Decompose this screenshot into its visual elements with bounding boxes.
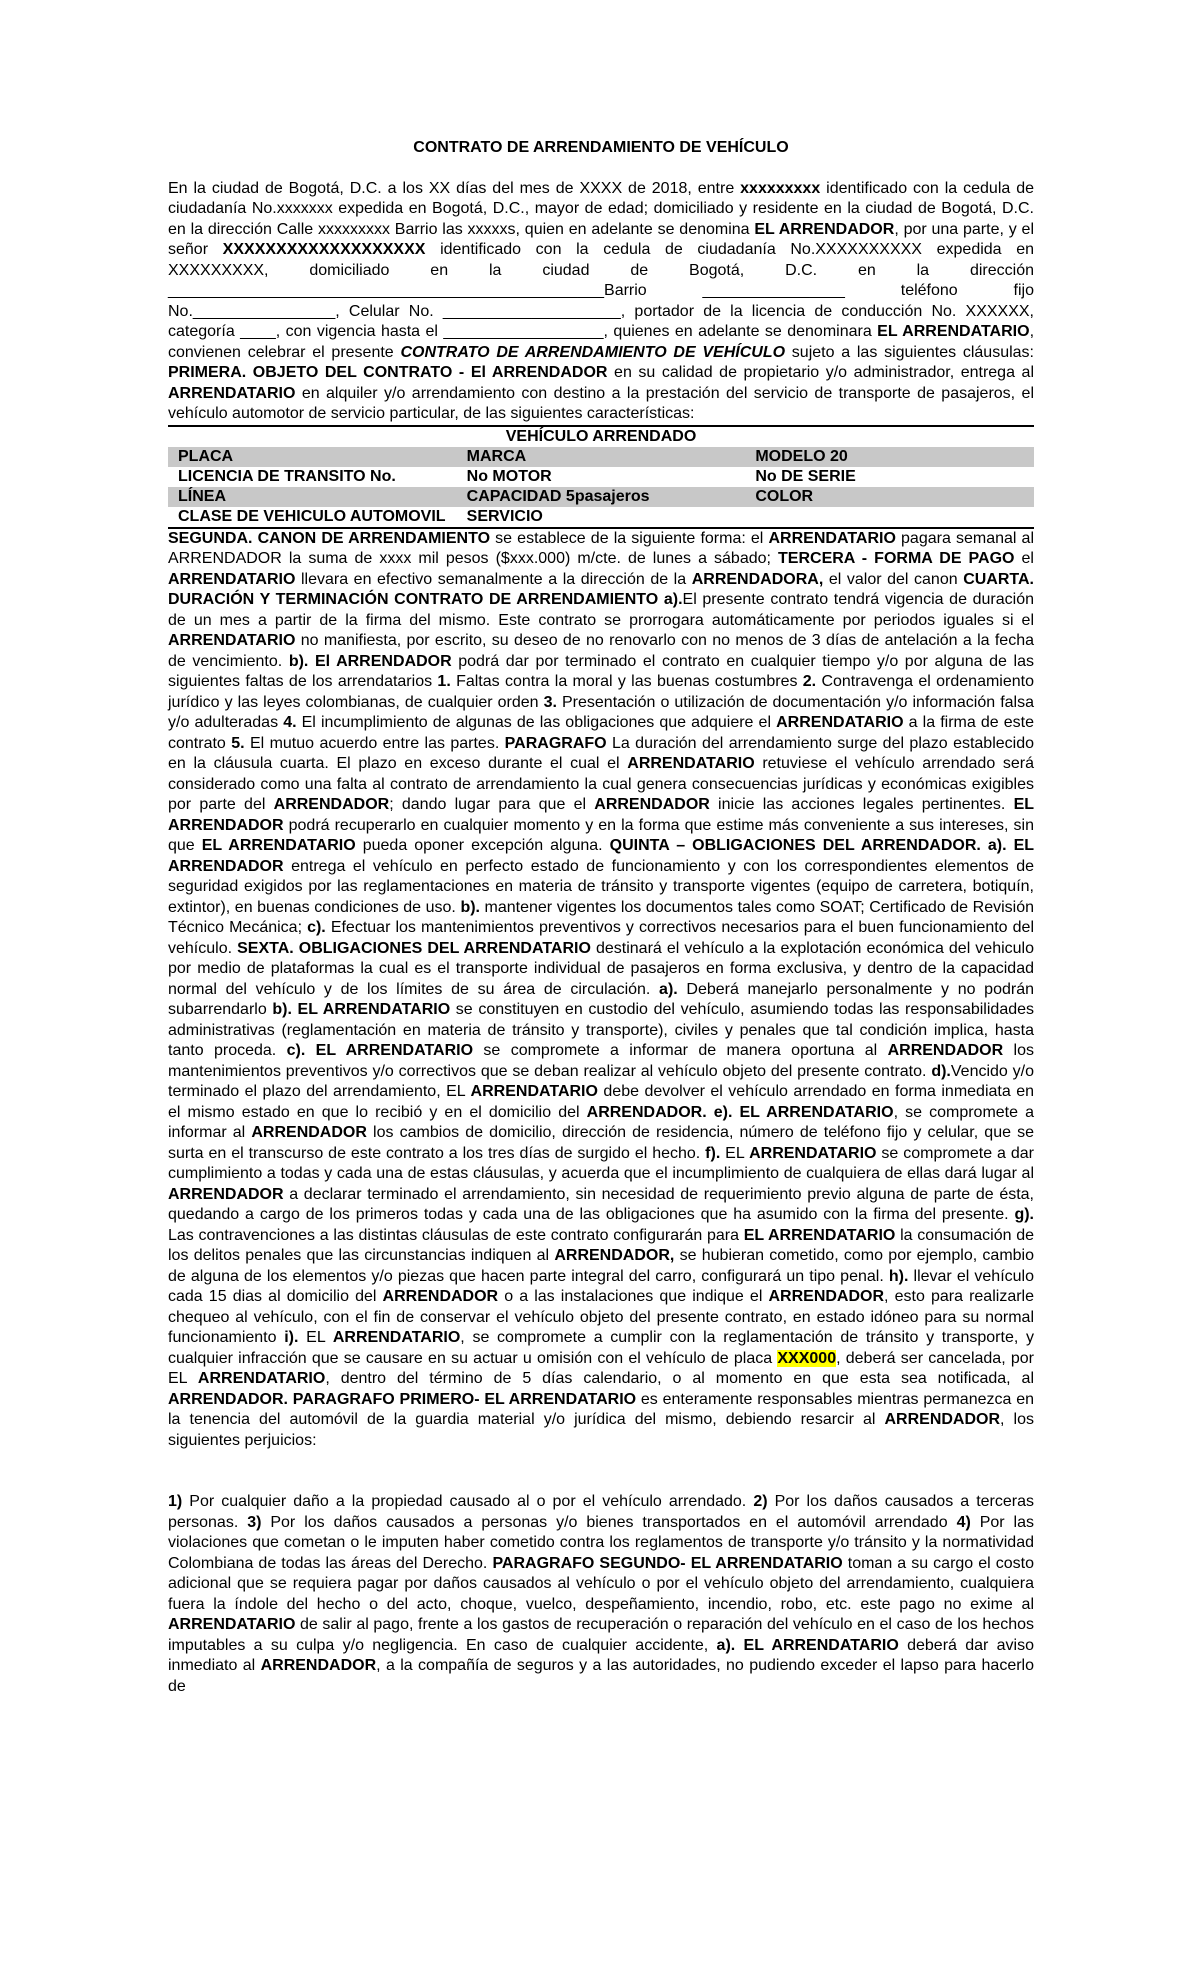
text-run: EL [720,1144,750,1162]
text-run: a declarar terminado el arrendamiento, sin necesidad de requerimiento previo alguna de parte de ésta, quedando a cargo de los primeros todas y cada una de las obligaciones que ha asumido con la firma del presente. [168,1185,1034,1223]
text-run: ARRENDATARIO [768,529,896,547]
text-run: EL ARRENDATARIO [877,323,1030,340]
text-run: SEGUNDA. CANON DE ARRENDAMIENTO [168,529,491,547]
text-run: Por los daños causados a terceras personas. [168,1493,1034,1531]
highlighted-plate: XXX000 [777,1349,837,1367]
text-run: a). EL ARRENDATARIO [716,1636,899,1654]
text-run: , los siguientes perjuicios: [168,1411,1034,1449]
text-run: ARRENDATARIO [168,384,296,402]
text-run: pagara semanal al ARRENDADOR la suma de xxxx mil pesos ($xxx.000) m/cte. de lunes a sábado; [168,529,1035,567]
text-run: ARRENDADOR, [554,1247,675,1264]
text-run: se hubieran cometido, como por ejemplo, cambio de alguna de los elementos y/o piezas que hacen parte integral del carro, configurará un tipo penal. [168,1247,1034,1285]
text-run: es enteramente responsables mientras permanezca en la tenencia del automóvil de la guardia material y/o jurídica del mismo, debiendo resarcir al [168,1390,1034,1428]
text-run: Contravenga el ordenamiento jurídico y las leyes colombianas, de cualquier orden [168,673,1034,711]
text-run: ARRENDATARIO [776,714,904,731]
text-run: b). EL ARRENDATARIO [272,1001,451,1018]
text-run: , deberá ser cancelada, por EL [168,1349,1034,1387]
text-run: se compromete a informar de manera oportuna al [473,1042,888,1059]
table-row [168,487,1034,507]
table-cell: MARCA [457,447,746,467]
text-run: 1. [437,673,451,690]
text-run: Por las violaciones que cometan o le imputen haber cometido contra los reglamentos de transporte y/o tránsito y la normatividad Colombiana de todas las áreas del Derecho. [168,1513,1035,1572]
text-run: PRIMERA. OBJETO DEL CONTRATO - El ARRENDADOR [168,364,608,381]
text-run: ARRENDATARIO [470,1083,598,1100]
paragraph-damages [168,1492,1034,1697]
text-run: PARAGRAFO SEGUNDO- EL ARRENDATARIO [492,1554,843,1572]
text-run: EL ARRENDATARIO [201,837,356,854]
text-run: ARRENDADOR. e). EL ARRENDATARIO [586,1103,894,1121]
text-run: ARRENDADORA, [691,570,824,588]
text-run: , a la compañía de seguros y a las autoridades, no pudiendo exceder el lapso para hacerlo de [168,1657,1035,1695]
text-run: el valor del canon [823,570,964,588]
text-run: ARRENDADOR [768,1288,885,1305]
text-run: podrá recuperarlo en cualquier momento y en la forma que estime más conveniente a sus intereses, sin que [168,816,1034,854]
text-run: identificado con la cedula de ciudadanía No.xxxxxxx expedida en Bogotá, D.C., mayor de edad; domiciliado y residente en la ciudad de Bogotá, D.C. en la dirección Calle xxxxxxxxx Barrio las xxxxxs, quien en adelante se denomina [168,179,1034,238]
table-cell: CLASE DE VEHICULO AUTOMOVIL [168,507,457,528]
text-run: TERCERA - FORMA DE PAGO [778,550,1015,567]
text-run: o a las instalaciones que indique el [498,1288,769,1305]
text-run: ARRENDADOR [168,1185,284,1203]
text-run: en su calidad de propietario y/o administrador, entrega al [607,364,1035,381]
text-run: mantener vigentes los documentos tales como SOAT; Certificado de Revisión Técnico Mecánica; [168,898,1034,936]
text-run: b). El ARRENDADOR [288,652,452,670]
text-run: XXXXXXXXXXXXXXXXXXX [222,241,426,258]
text-run: ARRENDADOR [260,1657,377,1674]
text-run: ARRENDADOR. PARAGRAFO PRIMERO- EL ARRENDATARIO [168,1390,637,1408]
text-run: el [1014,550,1034,567]
table-row [168,507,1034,528]
text-run: ARRENDATARIO [168,632,296,649]
text-run: EL ARRENDADOR [754,220,895,238]
text-run: debe devolver el vehículo arrendado en forma inmediata en el mismo estado en que lo recibió y en el domicilio del [168,1083,1035,1121]
text-run: En la ciudad de Bogotá, D.C. a los XX días del mes de XXXX de 2018, entre [168,179,741,197]
text-run: ARRENDATARIO [627,755,755,772]
table-cell: No DE SERIE [755,467,856,485]
text-run: El presente contrato tendrá vigencia de duración de un mes a partir de la firma del mismo. Este contrato se prorrogara automáticamente por periodos iguales si el [168,591,1035,629]
text-run: a). [659,980,678,998]
text-run: los cambios de domicilio, dirección de residencia, número de teléfono fijo y celular, que se surta en el transcurso de este contrato a los tres días de surgido el hecho. [168,1124,1035,1162]
text-run: 1) [168,1493,183,1510]
text-run: Presentación o utilización de documentación y/o información falsa y/o adulteradas [168,693,1034,731]
text-run: CUARTA. DURACIÓN Y TERMINACIÓN CONTRATO DE ARRENDAMIENTO a). [168,570,1034,608]
table-cell [745,507,1034,528]
text-run: Efectuar los mantenimientos preventivos y correctivos necesarios para el buen funcionamiento del vehículo. [168,919,1034,957]
text-run: llevara en efectivo semanalmente a la dirección de la [295,570,692,588]
text-run: , se compromete a cumplir con la reglamentación de tránsito y transporte, y cualquier infracción que se causare en su actuar u omisión con el vehículo de placa [168,1329,1034,1367]
text-run: 5. [231,734,245,752]
text-run: Por los daños causados a personas y/o bienes transportados en el automóvil arrendado [261,1513,957,1531]
text-run: se constituyen en custodio del vehículo, asumiendo todas las responsabilidades administrativas (reglamentación en materia de tránsito y transporte), civiles y penales que tal condición implica, hasta tanto proceda. [168,1001,1035,1059]
text-run: se establece de la siguiente forma: el [490,529,769,547]
text-run: entrega el vehículo en perfecto estado de funcionamiento y con los correspondientes elementos de seguridad exigidos por las reglamentaciones en materia de tránsito y transporte vigentes (equipo de carretera, botiquín, extintor), en buenas condiciones de uso. [168,857,1034,916]
text-run: d). [931,1062,951,1080]
text-run: , convienen celebrar el presente [168,323,1035,361]
text-run: podrá dar por terminado el contrato en cualquier tiempo y/o por alguna de las siguientes faltas de los arrendatarios [168,652,1035,690]
text-run: Por cualquier daño a la propiedad causado al o por el vehículo arrendado. [182,1493,754,1510]
text-run: se compromete a dar cumplimiento a todas y cada una de estas cláusulas, y acuerda que el incumplimiento de cualquiera de ellas dará lugar al [168,1144,1034,1182]
text-run: El mutuo acuerdo entre las partes. [244,734,505,752]
text-run: , dentro del término de 5 días calendario, o al momento en que esta sea notificada, al [325,1370,1035,1387]
text-run: xxxxxxxxx [740,179,821,197]
document-title: CONTRATO DE ARRENDAMIENTO DE VEHÍCULO [413,139,789,156]
text-run: no manifiesta, por escrito, su deseo de no renovarlo con no menos de 3 días de antelación a la fecha de vencimiento. [168,632,1034,670]
text-run: Vencido y/o terminado el plazo del arrendamiento, EL [168,1062,1034,1100]
table-cell: PLACA [168,447,457,467]
text-run: b). [460,898,480,916]
table-cell: CAPACIDAD 5pasajeros [457,487,746,507]
text-run: c). [307,919,326,936]
text-run: f). [705,1144,721,1162]
text-run: 2. [802,673,817,690]
text-run: CONTRATO DE ARRENDAMIENTO DE VEHÍCULO [400,343,786,361]
text-run: 3. [543,693,557,711]
text-run: ; dando lugar para que el [389,796,595,813]
vehicle-table-header: VEHÍCULO ARRENDADO [168,426,1034,447]
text-run: toman a su cargo el costo adicional que se requiera pagar por daños causados al vehículo o por el vehículo objeto del arrendamiento, cualquiera fuera la índole del hecho o del acto, choque, vuelco, despeñamiento, incendio, robo, etc. este pago no exime al [168,1554,1034,1613]
text-run: los mantenimientos preventivos y/o correctivos que se deban realizar al vehículo objeto del presente contrato. [168,1042,1034,1080]
text-run: , por una parte, y el señor [168,220,1035,258]
table-cell: MODELO 20 [745,447,1034,467]
text-run: Faltas contra la moral y las buenas costumbres [450,673,803,690]
text-run: destinará el vehículo a la explotación económica del vehiculo por medio de plataformas la cual es el transporte individual de pasajeros en forma exclusiva, y dentro de la capacidad normal del vehículo y de los límites de su área de circulación. [168,939,1035,998]
table-cell: LÍNEA [168,487,457,507]
text-run: llevar el vehículo cada 15 dias al domicilio del [168,1267,1034,1305]
text-run: Deberá manejarlo personalmente y no podrán subarrendarlo [168,980,1034,1018]
text-run: El incumplimiento de algunas de las obligaciones que adquiere el [296,714,777,731]
text-run: 4) [956,1513,971,1531]
paragraph-intro [168,179,1034,425]
text-run: PARAGRAFO [504,734,607,752]
paragraph-clauses [168,529,1034,1452]
text-run: la consumación de los delitos penales que las circunstancias indiquen al [168,1226,1035,1264]
text-run: pueda oponer excepción alguna. [355,837,610,854]
table-row [168,447,1034,467]
text-run: en alquiler y/o arrendamiento con destino a la prestación del servicio de transporte de pasajeros, el vehículo automotor de servicio particular, de las siguientes características: [168,384,1034,422]
text-run: ARRENDADOR [273,796,390,813]
text-run: sujeto a las siguientes cláusulas: [785,343,1034,361]
table-cell: COLOR [745,487,1034,507]
text-run: h). [888,1267,909,1285]
text-run: de salir al pago, frente a los gastos de recuperación o reparación del vehículo en el caso de los hechos imputables a su culpa y/o negligencia. En caso de cualquier accidente, [168,1616,1034,1654]
text-run: 2) [753,1493,768,1510]
text-run: 4. [283,714,297,731]
blank-space [168,1451,1034,1492]
text-run: ARRENDATARIO [749,1144,877,1162]
text-run: c). EL ARRENDATARIO [286,1042,474,1059]
document-page [168,138,1034,1697]
table-cell: SERVICIO [457,507,746,528]
text-run: ARRENDADOR [382,1288,499,1305]
text-run: ARRENDATARIO [197,1370,326,1387]
text-run: ARRENDADOR [594,796,710,813]
text-run: EL ARRENDADOR [168,796,1035,834]
text-run: i). [284,1329,299,1346]
text-run: ARRENDATARIO [168,570,296,588]
table-cell: LICENCIA DE TRANSITO No. [178,467,396,485]
vehicle-table [168,425,1034,529]
text-run: ARRENDADOR [884,1411,1001,1428]
table-row [168,467,1034,487]
text-run: a la firma de este contrato [168,714,1035,752]
table-cell: No MOTOR [466,467,552,485]
text-run: 3) [247,1513,262,1531]
text-run: ARRENDATARIO [168,1616,296,1633]
text-run [400,344,785,361]
text-run: , se compromete a informar al [168,1103,1035,1141]
text-run: ARRENDADOR [251,1124,367,1141]
text-run: EL ARRENDATARIO [743,1226,896,1244]
text-run: EL [298,1329,333,1346]
text-run: deberá dar aviso inmediato al [168,1636,1035,1674]
text-run: inicie las acciones legales pertinentes. [709,796,1014,813]
text-run: ARRENDATARIO [332,1329,461,1346]
text-run: SEXTA. OBLIGACIONES DEL ARRENDATARIO [237,939,591,957]
text-run: retuviese el vehículo arrendado será considerado como una falta al contrato de arrendamiento la cual genera consecuencias jurídicas y económicas exigibles por parte del [168,755,1035,813]
text-run: Las contravenciones a las distintas cláusulas de este contrato configurarán para [168,1226,744,1244]
text-run: , esto para realizarle chequeo al vehículo, con el fin de conservar el vehículo objeto del presente contrato, en estado idóneo para su normal funcionamiento [168,1288,1034,1346]
text-run: identificado con la cedula de ciudadanía No.XXXXXXXXXX expedida en XXXXXXXXX, domiciliado en la ciudad de Bogotá, D.C. en la dirección _________________________________________________Barrio ________________ teléfono fijo No.________________, Celular No. ____________________, portador de la licencia de conducción No. XXXXXX, categoría ____, con vigencia hasta el __________________, quienes en adelante se denominara [168,241,1035,340]
text-run: g). [1014,1206,1034,1223]
text-run: La duración del arrendamiento surge del plazo establecido en la cláusula cuarta. El plazo en exceso durante el cual el [168,734,1035,772]
text-run: ARRENDADOR [887,1042,1004,1059]
text-run: QUINTA – OBLIGACIONES DEL ARRENDADOR. a). EL ARRENDADOR [168,837,1035,875]
